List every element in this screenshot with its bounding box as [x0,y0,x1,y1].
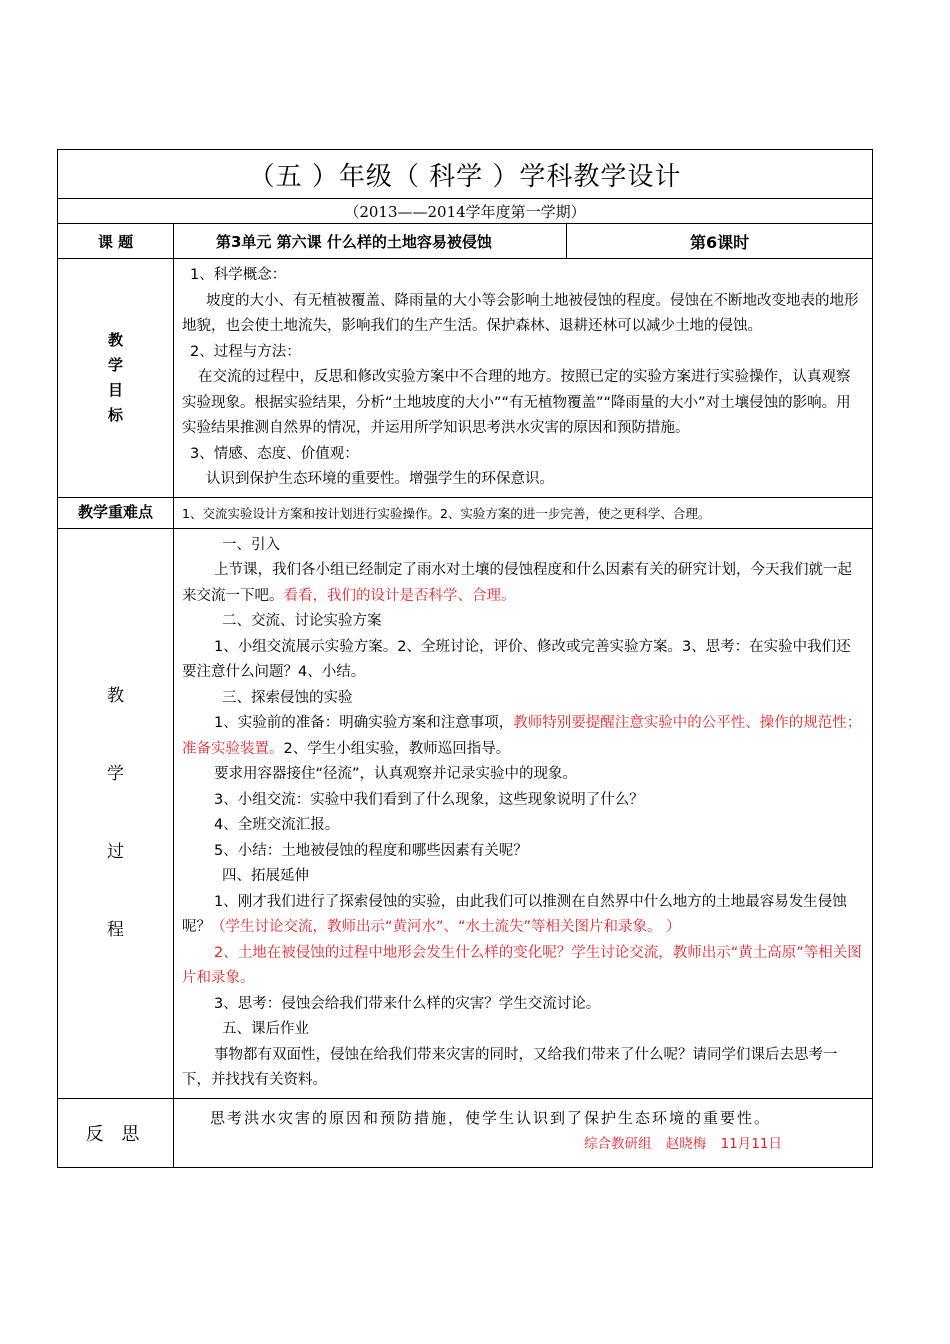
topic-label: 课 题 [58,224,174,259]
process-title: 2、过程与方法： [190,343,301,360]
reflection-text: 思考洪水灾害的原因和预防措施，使学生认识到了保护生态环境的重要性。 [210,1108,772,1127]
goals-label: 教 学 目 标 [58,259,174,498]
concept-text: 坡度的大小、有无植被覆盖、降雨量的大小等会影响土地被侵蚀的程度。侵蚀在不断地改变地表的地形地貌，也会使土地流失，影响我们的生产生活。保护森林、退耕还林可以减少土地的侵蚀。 [182,292,859,334]
section-title: 五、课后作业 [222,1021,309,1037]
goals-content [174,259,873,498]
section-title: 四、拓展延伸 [222,868,309,884]
paragraph: 事物都有双面性，侵蚀在给我们带来灾害的同时，又给我们带来了什么呢？请同学们课后去思考一下，并找找有关资料。 [182,1046,838,1088]
signature-group: 综合教研组 [584,1135,652,1152]
paragraph: 上节课，我们各小组已经制定了雨水对土壤的侵蚀程度和什么因素有关的研究计划，今天我们就一起来交流一下吧。看看，我们的设计是否科学、合理。 [182,562,852,604]
lesson-title: 第3单元 第六课 什么样的土地容易被侵蚀 [174,224,567,259]
key-points-text: 1、交流实验设计方案和按计划进行实验操作。2、实验方案的进一步完善，使之更科学、合理。 [174,497,873,528]
paragraph: 1、实验前的准备：明确实验方案和注意事项，教师特别要提醒注意实验中的公平性、操作的规范性；准备实验装置。2、学生小组实验，教师巡回指导。 [182,715,862,757]
section-title: 一、引入 [222,536,280,553]
key-points-label: 教学重难点 [58,497,174,528]
signature-date: 11月11日 [720,1135,782,1152]
paragraph: 1、小组交流展示实验方案。2、全班讨论，评价、修改或完善实验方案。3、思考：在实验中我们还要注意什么问题？4、小结。 [182,638,851,680]
paragraph: 1、刚才我们进行了探索侵蚀的实验，由此我们可以推测在自然界中什么地方的土地最容易发生侵蚀呢？（学生讨论交流，教师出示“黄河水”、“水土流失”等相关图片和录象。 ） [182,893,847,935]
paragraph: 3、思考：侵蚀会给我们带来什么样的灾害？学生交流讨论。 [214,995,601,1012]
reflection-label: 反 思 [58,1098,174,1167]
paragraph: 3、小组交流：实验中我们看到了什么现象，这些现象说明了什么？ [214,791,644,808]
paragraph: 5、小结：土地被侵蚀的程度和哪些因素有关呢？ [214,842,528,859]
emotion-text: 认识到保护生态环境的重要性。增强学生的环保意识。 [206,471,554,487]
concept-title: 1、科学概念： [190,267,287,283]
lesson-period: 第6课时 [567,224,873,259]
emotion-title: 3、情感、态度、价值观： [190,445,359,462]
school-year: （2013——2014学年度第一学期） [58,199,873,224]
process-text: 在交流的过程中，反思和修改实验方案中不合理的地方。按照已定的实验方案进行实验操作，认真观察实验现象。根据实验结果，分析“土地坡度的大小”“有无植物覆盖”“降雨量的大小”对土壤侵蚀的影响。用实验结果推测自然界的情况，并运用所学知识思考洪水灾害的原因和预防措施。 [182,369,851,436]
paragraph: 2、土地在被侵蚀的过程中地形会发生什么样的变化呢？学生讨论交流，教师出示“黄土高原”等相关图片和录象。 [182,944,862,986]
section-title: 三、探索侵蚀的实验 [222,689,353,706]
process-content [174,528,873,1098]
lesson-plan-table [57,149,873,1168]
section-title: 二、交流、讨论实验方案 [222,613,382,629]
reflection-content [174,1098,873,1167]
signature-name: 赵晓梅 [665,1135,707,1152]
paragraph: 要求用容器接住“径流”，认真观察并记录实验中的现象。 [214,766,578,782]
document-title: （五 ）年级（ 科学 ）学科教学设计 [58,150,873,199]
paragraph: 4、全班交流汇报。 [214,817,340,833]
signature-line [182,1132,864,1152]
process-label: 教 学 过 程 [58,528,174,1098]
